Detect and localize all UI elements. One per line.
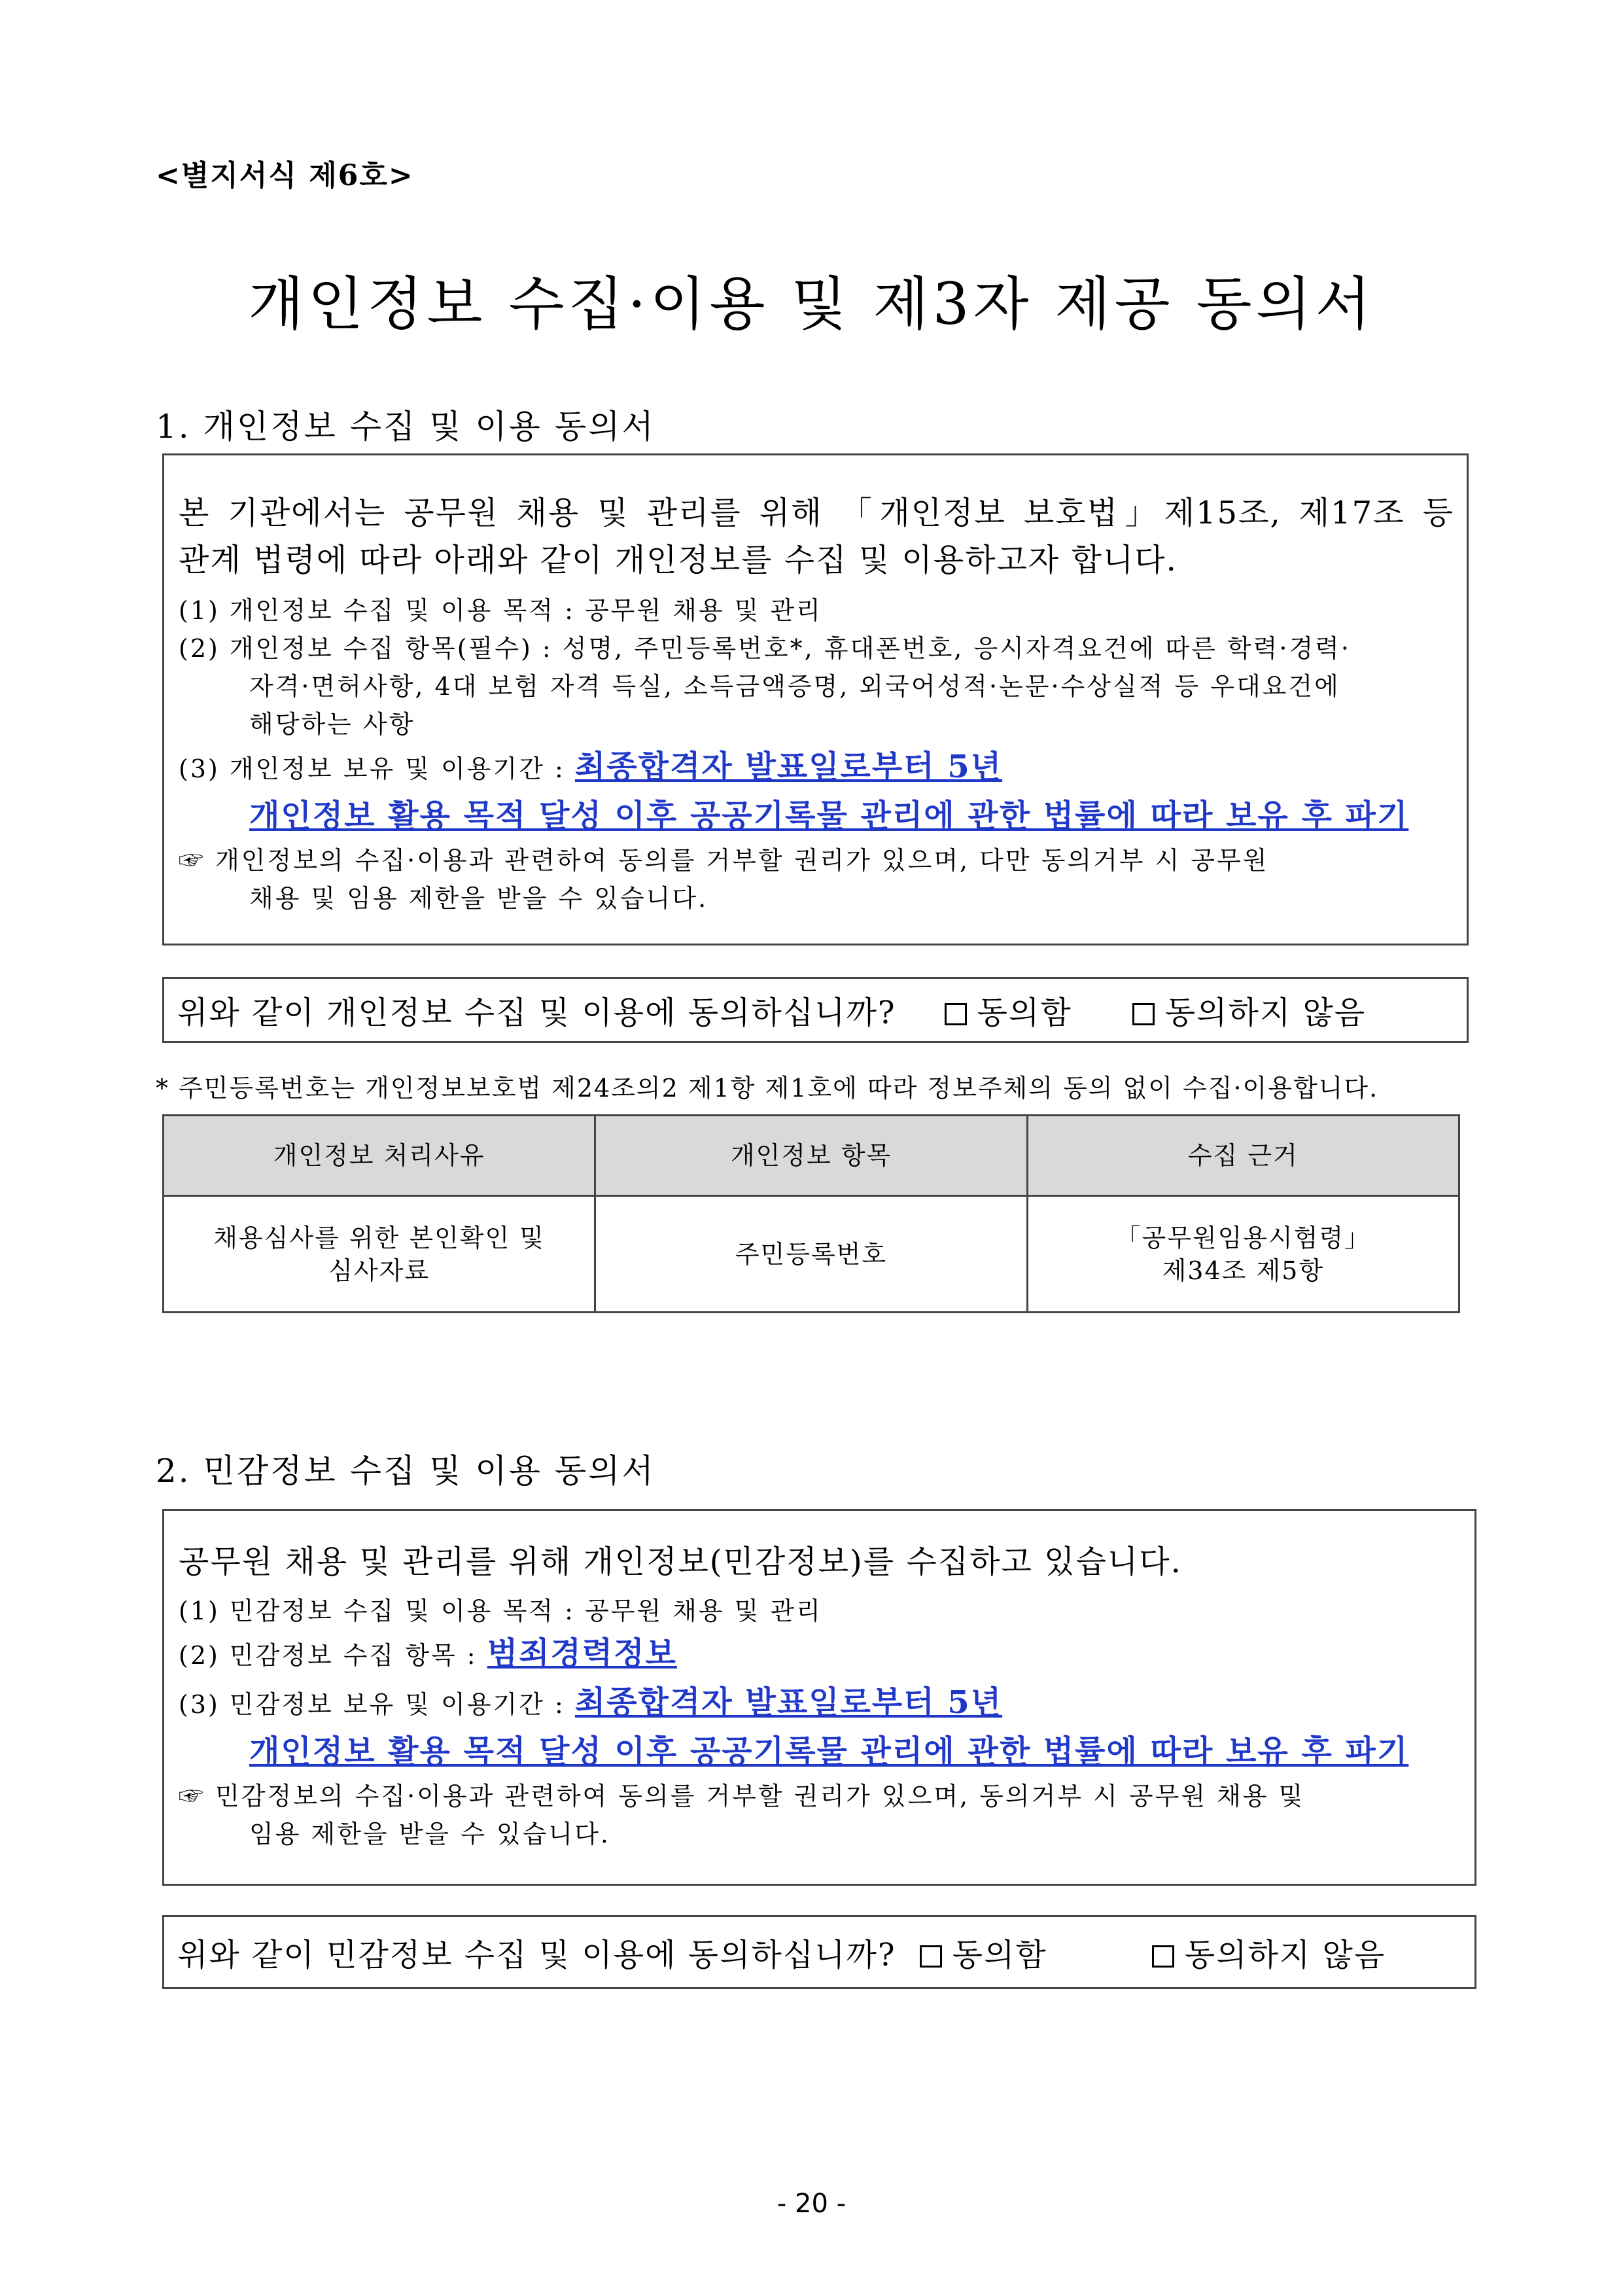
section2-item2-prefix: (2) 민감정보 수집 항목 : <box>179 1641 487 1670</box>
section2-notice-line1: ☞ 민감정보의 수집·이용과 관련하여 동의를 거부할 권리가 있으며, 동의거부 시 공무원 채용 및 <box>179 1782 1305 1810</box>
section1-consent-box <box>162 977 1469 1043</box>
section2-agree-label: 동의함 <box>952 1937 1047 1973</box>
section1-item2 <box>179 629 1454 667</box>
section1-intro-line2: 관계 법령에 따라 아래와 같이 개인정보를 수집 및 이용하고자 합니다. <box>179 542 1178 578</box>
section1-disagree-checkbox[interactable] <box>1132 1003 1155 1025</box>
section1-disagree-label: 동의하지 않음 <box>1164 995 1367 1031</box>
section2-disagree-checkbox[interactable] <box>1152 1945 1174 1968</box>
page-number: - 20 - <box>777 2189 846 2219</box>
section1-disagree-option[interactable] <box>1132 987 1366 1033</box>
section1-agree-label: 동의함 <box>977 995 1072 1031</box>
section2-intro: 공무원 채용 및 관리를 위해 개인정보(민감정보)를 수집하고 있습니다. <box>179 1544 1182 1580</box>
section1-item3-prefix: (3) 개인정보 보유 및 이용기간 : <box>179 754 575 783</box>
section2-disagree-label: 동의하지 않음 <box>1184 1937 1386 1973</box>
table-cell-item: 주민등록번호 <box>595 1196 1027 1313</box>
section1-item1: (1) 개인정보 수집 및 이용 목적 : 공무원 채용 및 관리 <box>179 596 822 625</box>
section1-item3 <box>179 743 1454 792</box>
section1-intro-line1: 본 기관에서는 공무원 채용 및 관리를 위해 「개인정보 보호법」제15조, 제17조 등 <box>179 495 1454 531</box>
table-header-reason: 개인정보 처리사유 <box>164 1116 595 1196</box>
section2-notice-line2: 임용 제한을 받을 수 있습니다. <box>249 1820 610 1848</box>
table-header-basis: 수집 근거 <box>1027 1116 1459 1196</box>
section1-info-box <box>162 453 1469 945</box>
section1-item2-line3: 해당하는 사항 <box>249 710 415 739</box>
section2-heading: 2. 민감정보 수집 및 이용 동의서 <box>156 1452 655 1490</box>
table-row <box>164 1196 1459 1313</box>
section1-item2-line1: 성명, 주민등록번호*, 휴대폰번호, 응시자격요건에 따른 학력·경력· <box>562 634 1351 663</box>
section1-agree-checkbox[interactable] <box>945 1003 967 1025</box>
section2-disagree-option[interactable] <box>1152 1930 1386 1975</box>
section1-agree-option[interactable] <box>945 987 1072 1033</box>
section2-item3-prefix: (3) 민감정보 보유 및 이용기간 : <box>179 1690 575 1719</box>
table-cell-basis <box>1027 1196 1459 1313</box>
table-header-item: 개인정보 항목 <box>595 1116 1027 1196</box>
section1-item2-line2: 자격·면허사항, 4대 보험 자격 득실, 소득금액증명, 외국어성적·논문·수상실적 등 우대요건에 <box>249 672 1340 701</box>
section2-agree-checkbox[interactable] <box>920 1945 942 1968</box>
section2-consent-box <box>162 1915 1476 1989</box>
section1-item3-detail-row <box>179 792 1454 841</box>
section1-footnote: * 주민등록번호는 개인정보보호법 제24조의2 제1항 제1호에 따라 정보주체의 동의 없이 수집·이용합니다. <box>156 1074 1379 1103</box>
section1-retention-period: 최종합격자 발표일로부터 5년 <box>574 749 1003 785</box>
collection-basis-table <box>162 1114 1460 1313</box>
section1-consent-question: 위와 같이 개인정보 수집 및 이용에 동의하십니까? <box>177 995 896 1031</box>
table-cell-reason <box>164 1196 595 1313</box>
section2-info-box <box>162 1509 1476 1886</box>
table-header-row <box>164 1116 1459 1196</box>
section2-item3-detail-row <box>179 1728 1461 1777</box>
section1-notice-line2: 채용 및 임용 제한을 받을 수 있습니다. <box>249 884 708 913</box>
section1-notice-line1: ☞ 개인정보의 수집·이용과 관련하여 동의를 거부할 권리가 있으며, 다만 동의거부 시 공무원 <box>179 846 1269 875</box>
reason-line1: 채용심사를 위한 본인확인 및 <box>213 1223 546 1252</box>
section2-agree-option[interactable] <box>920 1930 1047 1975</box>
section2-item1: (1) 민감정보 수집 및 이용 목적 : 공무원 채용 및 관리 <box>179 1597 822 1625</box>
section1-item2-prefix: (2) 개인정보 수집 항목(필수) : <box>179 634 563 663</box>
section2-retention-detail: 개인정보 활용 목적 달성 이후 공공기록물 관리에 관한 법률에 따라 보유 후 파기 <box>249 1733 1409 1770</box>
section2-consent-question: 위와 같이 민감정보 수집 및 이용에 동의하십니까? <box>177 1937 896 1973</box>
section2-collected-item: 범죄경력정보 <box>487 1635 677 1672</box>
section1-heading: 1. 개인정보 수집 및 이용 동의서 <box>156 408 655 446</box>
page-title: 개인정보 수집·이용 및 제3자 제공 동의서 <box>248 270 1375 338</box>
section2-retention-period: 최종합격자 발표일로부터 5년 <box>574 1684 1003 1721</box>
section2-item2 <box>179 1630 1461 1679</box>
basis-line1: 「공무원임용시험령」 <box>1115 1223 1371 1252</box>
form-number: <별지서식 제6호> <box>156 159 414 192</box>
section1-retention-detail: 개인정보 활용 목적 달성 이후 공공기록물 관리에 관한 법률에 따라 보유 후 파기 <box>249 798 1409 834</box>
basis-line2: 제34조 제5항 <box>1162 1256 1325 1285</box>
reason-line2: 심사자료 <box>328 1256 430 1285</box>
section2-item3 <box>179 1679 1461 1728</box>
